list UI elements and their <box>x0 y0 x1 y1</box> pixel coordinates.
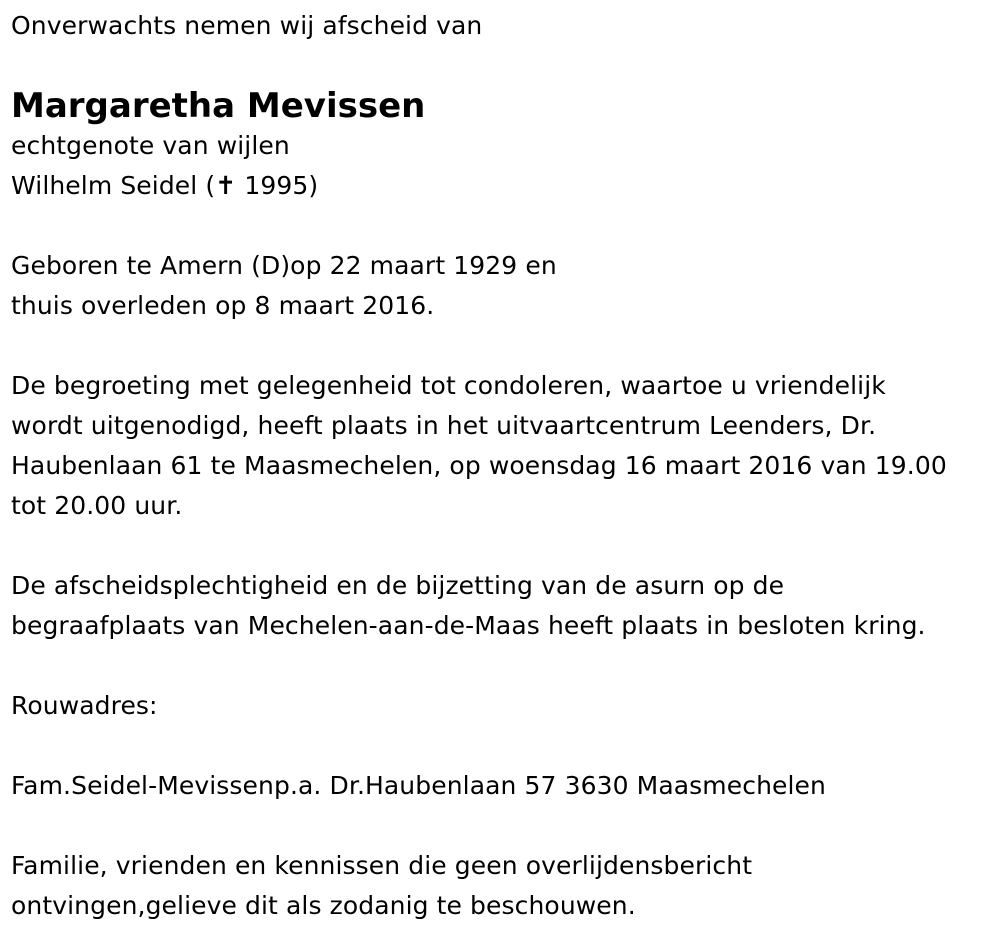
ceremony-line-2: begraafplaats van Mechelen-aan-de-Maas heeft plaats in besloten kring. <box>11 611 926 640</box>
birth-line-1: Geboren te Amern (D)op 22 maart 1929 en <box>11 251 557 280</box>
spacer <box>11 806 996 846</box>
ceremony-line-1: De afscheidsplechtigheid en de bijzetting van de asurn op de <box>11 571 785 600</box>
intro-text: Onverwachts nemen wij afscheid van <box>11 11 483 40</box>
address-label: Rouwadres: <box>11 691 158 720</box>
visitation-line-3: Haubenlaan 61 te Maasmechelen, op woensdag 16 maart 2016 van 19.00 <box>11 451 947 480</box>
death-notice <box>11 6 996 926</box>
closing-line-2: ontvingen,gelieve dit als zodanig te beschouwen. <box>11 891 636 920</box>
relation-line-2: Wilhelm Seidel (✝ 1995) <box>11 171 319 200</box>
visitation-line-1: De begroeting met gelegenheid tot condoleren, waartoe u vriendelijk <box>11 371 886 400</box>
closing-line-1: Familie, vrienden en kennissen die geen overlijdensbericht <box>11 851 753 880</box>
birth-line-2: thuis overleden op 8 maart 2016. <box>11 291 435 320</box>
spacer <box>11 526 996 566</box>
spacer <box>11 326 996 366</box>
visitation-line-4: tot 20.00 uur. <box>11 491 183 520</box>
relation-line-1: echtgenote van wijlen <box>11 131 290 160</box>
spacer <box>11 646 996 686</box>
deceased-name: Margaretha Mevissen <box>11 86 426 126</box>
visitation-line-2: wordt uitgenodigd, heeft plaats in het uitvaartcentrum Leenders, Dr. <box>11 411 877 440</box>
spacer <box>11 46 996 86</box>
spacer <box>11 726 996 766</box>
spacer <box>11 206 996 246</box>
address-text: Fam.Seidel-Mevissenp.a. Dr.Haubenlaan 57 3630 Maasmechelen <box>11 771 826 800</box>
